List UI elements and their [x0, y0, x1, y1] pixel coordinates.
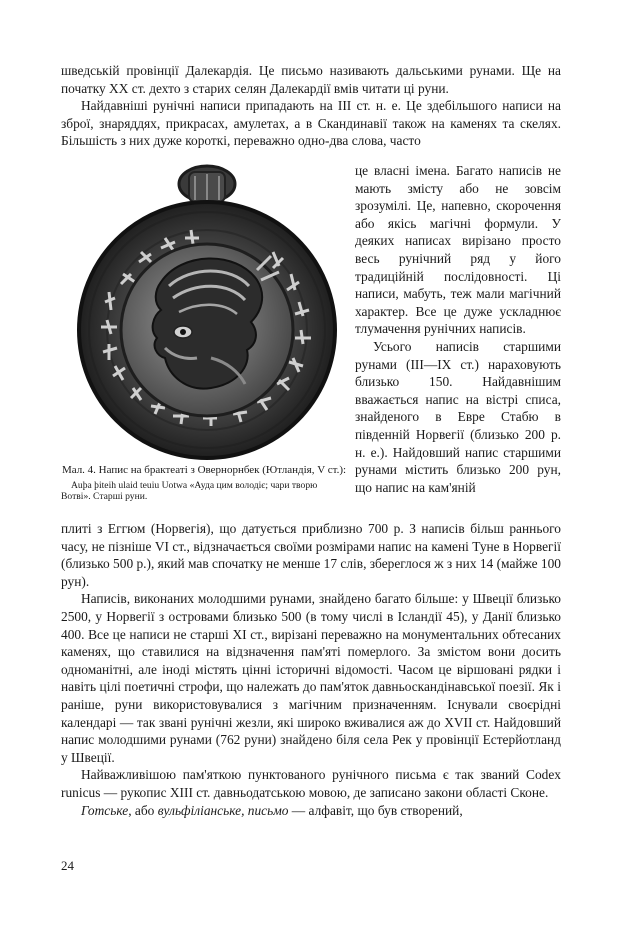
wrap-text-column — [355, 162, 561, 496]
text-fragment: — алфавіт, що був створений, — [288, 802, 463, 818]
caption-title: Мал. 4. Напис на брактеаті з Овернорнбек (Ютландія, V ст.): — [61, 464, 347, 476]
paragraph: Написів, виконаних молодшими рунами, знайдено багато більше: у Швеції близько 2500, у Норвегії з островами близько 500 (в тому числі в Ісландії 45), у Данії близько 400. Все це написи не старші XI ст., вирізані переважно на монументальних обтесаних каменях, що ставилися на відзначення пам'яті померлого. За змістом вони досить одноманітні, але іноді містять цінні історичні відомості. Часом це віршовані рядки і навіть цілі поетичні строфи, що належать до пам'яток давньоскандінавської поезії. Як і раніше, руни використовувалися з магічним призначенням. Існували своєрідні календарі — так звані рунічні жезли, які широко вживалися аж до XVII ст. Найдовший напис молодшими рунами (762 руни) знайдено біля села Рек у провінції Естерйотланд у Швеції. — [61, 591, 561, 765]
paragraph: це власні імена. Багато написів не мають змісту або не зовсім зрозумілі. Це, напевно, скорочення або якісь магічні формули. У деяких написах вирізано просто весь рунічний ряд у його традиційній послідовності. Ці написи, мабуть, теж мали магічний характер. Все це дуже ускладнює тлумачення рунічних написів. — [355, 163, 561, 337]
italic-term: вульфіліанське, письмо — [157, 802, 289, 818]
paragraph: шведській провінції Далекардія. Це письмо називають дальськими рунами. Ще на початку XX ст. дехто з старих селян Далекардії вмів читати ці руни. — [61, 63, 561, 96]
paragraph: Усього написів старшими рунами (III—IX ст.) нараховують близько 150. Найдавнішим вважається напис на вістрі списа, знайденого в Евре Стабю в південній Норвегії (близько 200 р. н. е.). Найдовший напис старшими рунами містить близько 200 рун, що напис на кам'яній — [355, 338, 561, 495]
italic-term: Готське — [81, 802, 129, 818]
bracteate-illustration — [61, 162, 347, 462]
paragraph-last-line — [61, 802, 561, 820]
text-fragment: , або — [128, 802, 158, 818]
bottom-text — [61, 520, 561, 819]
top-text — [61, 62, 561, 150]
page-number: 24 — [61, 858, 74, 873]
bracteate-image — [61, 162, 347, 462]
paragraph: Найдавніші рунічні написи припадають на III ст. н. е. Це здебільшого написи на зброї, знаряддях, прикрасах, амулетах, а в Скандинавії також на каменях та скелях. Більшість з них дуже короткі, переважно одно-два слова, часто — [61, 98, 561, 149]
paragraph: плиті з Еггюм (Норвегія), що датується приблизно 700 р. З написів більш раннього часу, не пізніше VI ст., відзначається своїми розмірами напис на камені Туне в Норвегії (близько 500 р.), який мав спочатку не менше 17 слів, збереглося ж з них 14 (майже 100 рун). — [61, 521, 562, 589]
paragraph: Найважливішою пам'яткою пунктованого рунічного письма є так званий Codex runicus — рукопис XIII ст. давньодатською мовою, де записано закони області Сконе. — [61, 767, 561, 800]
figure-caption — [61, 464, 347, 502]
caption-subtitle: Auþa þiteih ulaid teuiu Uotwa «Ауда цим володіє; чари творю Вотві». Старші руни. — [61, 480, 318, 502]
